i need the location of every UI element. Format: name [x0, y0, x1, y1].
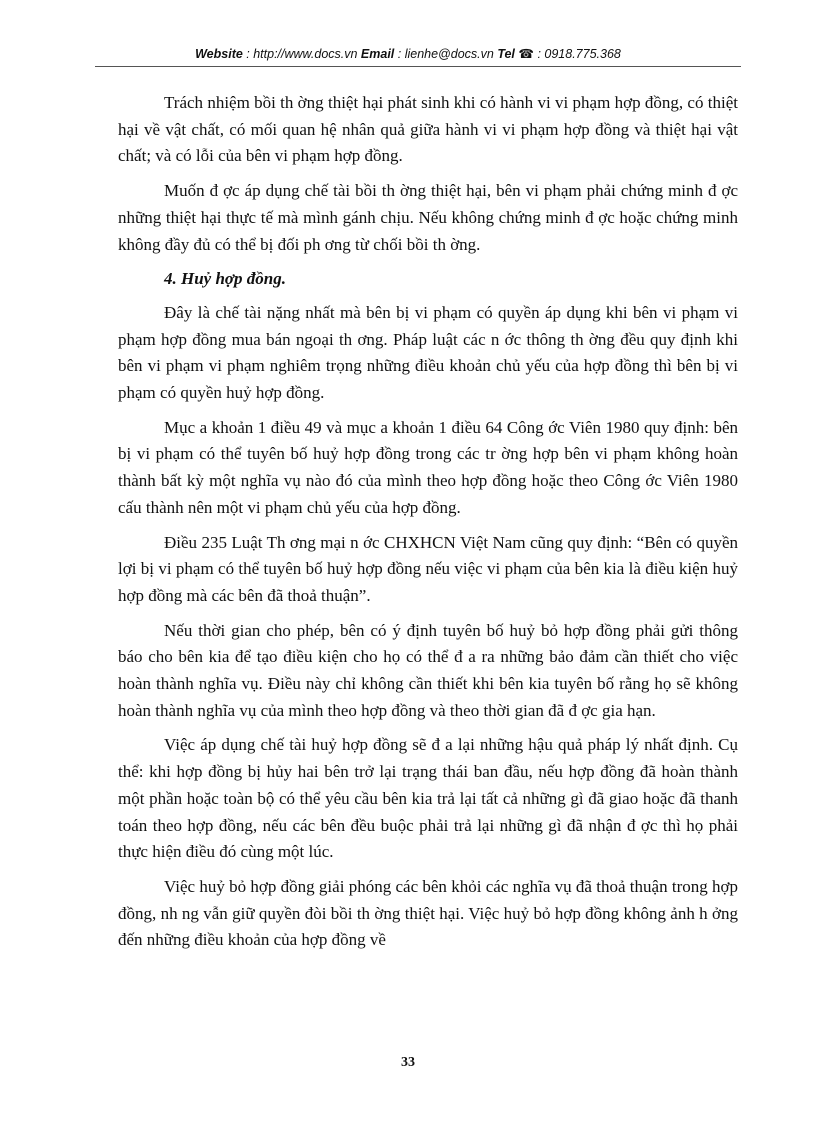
website-value: : http://www.docs.vn — [242, 47, 361, 61]
page-number: 33 — [401, 1055, 415, 1070]
paragraph: Việc áp dụng chế tài huỷ hợp đồng sẽ đ a lại những hậu quả pháp lý nhất định. Cụ thể: khi hợp đồng bị hủy hai bên trở lại trạng thái ban đầu, nếu hợp đồng đã hoàn thành một phần hoặc toàn bộ có thể yêu cầu bên kia trả lại tất cả những gì đã giao hoặc đã thanh toán theo hợp đồng, nếu các bên đều buộc phải trả lại những gì đã nhận đ ợc thì họ phải thực hiện điều đó cùng một lúc. — [118, 735, 738, 862]
paragraph: Việc huỷ bỏ hợp đồng giải phóng các bên khỏi các nghĩa vụ đã thoả thuận trong hợp đồng, nh ng vẫn giữ quyền đòi bồi th ờng thiệt hại. Việc huỷ bỏ hợp đồng không ảnh h ởng đến những điều khoản của hợp đồng về — [118, 876, 738, 950]
website-label: Website — [195, 47, 243, 61]
paragraph: Nếu thời gian cho phép, bên có ý định tuyên bố huỷ bỏ hợp đồng phải gửi thông báo cho bên kia để tạo điều kiện cho họ có thể đ a ra những bảo đảm cần thiết cho việc hoàn thành nghĩa vụ. Điều này chỉ không cần thiết khi bên kia tuyên bố rằng họ sẽ không hoàn thành nghĩa vụ của mình theo hợp đồng và theo thời gian đã đ ợc gia hạn. — [118, 620, 738, 720]
tel-label: Tel — [497, 47, 515, 61]
section-heading: 4. Huỷ hợp đồng. — [164, 269, 287, 289]
tel-value: : 0918.775.368 — [533, 47, 621, 61]
page-header — [0, 46, 816, 61]
paragraph: Trách nhiệm bồi th ờng thiệt hại phát sinh khi có hành vi vi phạm hợp đồng, có thiệt hại về vật chất, có mối quan hệ nhân quả giữa hành vi vi phạm hợp đồng và thiệt hại vật chất; và có lỗi của bên vi phạm hợp đồng. — [118, 93, 738, 166]
email-label: Email — [360, 47, 395, 61]
paragraph: Đây là chế tài nặng nhất mà bên bị vi phạm có quyền áp dụng khi bên vi phạm vi phạm hợp đồng mua bán ngoại th ơng. Pháp luật các n ớc thông th ờng đều quy định khi bên vi phạm vi phạm nghiêm trọng những điều khoản chủ yếu của hợp đồng thì bên bị vi phạm có quyền huỷ hợp đồng. — [118, 302, 738, 403]
phone-icon: ☎ — [518, 47, 534, 61]
email-value: : lienhe@docs.vn — [394, 47, 498, 61]
paragraph: Mục a khoản 1 điều 49 và mục a khoản 1 điều 64 Công ớc Viên 1980 quy định: bên bị vi phạm có thể tuyên bố huỷ hợp đồng trong các tr ờng hợp bên vi phạm không hoàn thành bất kỳ một nghĩa vụ nào đó của mình theo hợp đồng hoặc theo Công ớc Viên 1980 cấu thành nên một vi phạm chủ yếu của hợp đồng. — [118, 417, 738, 517]
document-body — [118, 90, 738, 962]
paragraph: Điều 235 Luật Th ơng mại n ớc CHXHCN Việt Nam cũng quy định: “Bên có quyền lợi bị vi phạm có thể tuyên bố huỷ hợp đồng nếu việc vi phạm của bên kia là điều kiện huỷ hợp đồng mà các bên đã thoả thuận”. — [118, 532, 738, 605]
paragraph: Muốn đ ợc áp dụng chế tài bồi th ờng thiệt hại, bên vi phạm phải chứng minh đ ợc những thiệt hại thực tế mà mình gánh chịu. Nếu không chứng minh đ ợc hoặc chứng minh không đầy đủ có thể bị đối ph ơng từ chối bồi th ờng. — [118, 181, 738, 254]
header-divider — [95, 66, 741, 67]
